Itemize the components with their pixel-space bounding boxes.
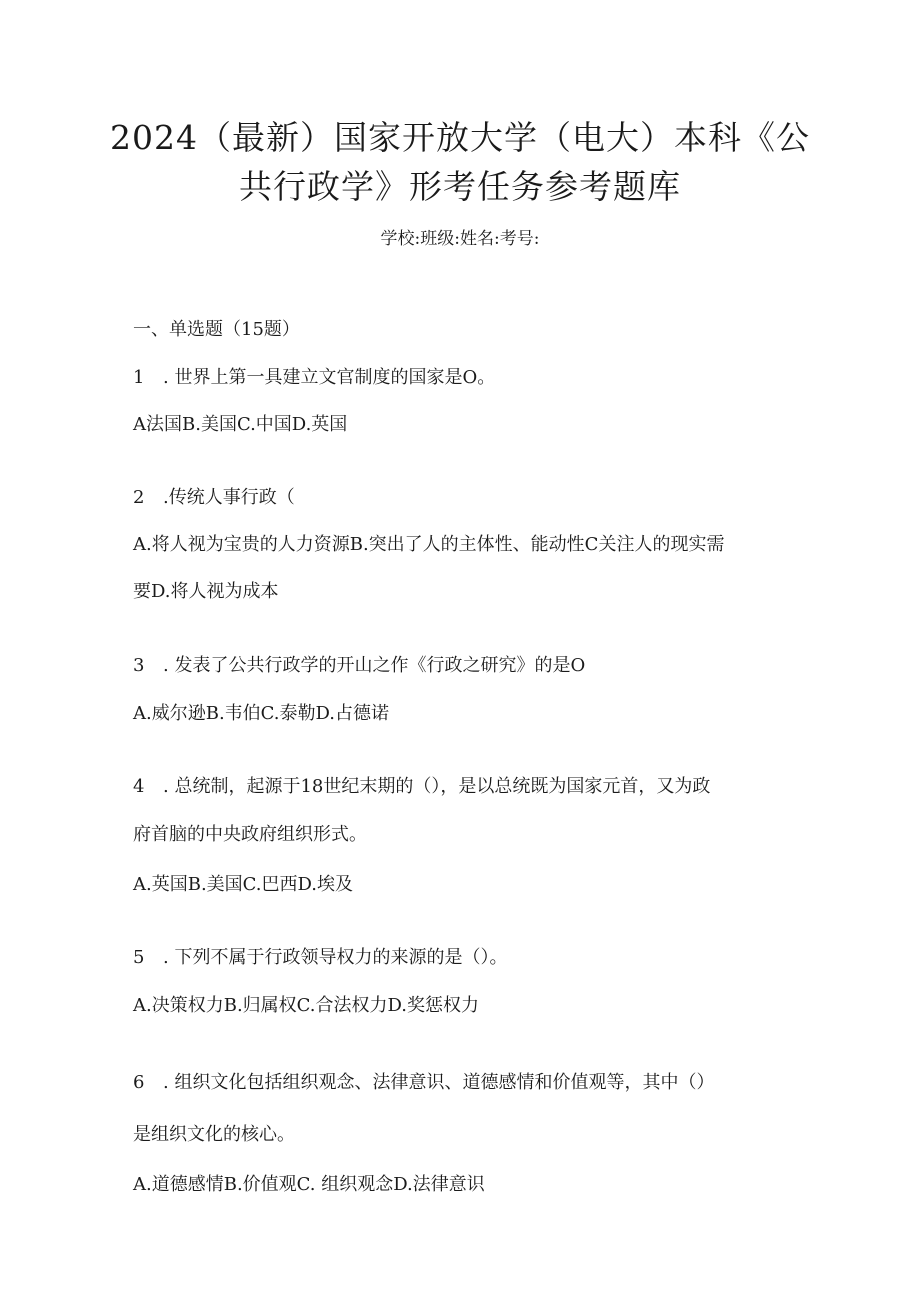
document-title-line-1: 2024（最新）国家开放大学（电大）本科《公	[110, 118, 810, 157]
question-4-stem-cont: 府首脑的中央政府组织形式。	[133, 824, 367, 845]
question-6-stem	[133, 1069, 793, 1097]
question-1-stem	[133, 364, 793, 392]
question-number: 5	[133, 947, 145, 968]
question-6-stem-cont: 是组织文化的核心。	[133, 1124, 295, 1145]
question-text: . 发表了公共行政学的开山之作《行政之研究》的是O	[163, 655, 586, 676]
question-number: 3	[133, 655, 145, 676]
question-number: 1	[133, 367, 145, 388]
question-5-options: A.决策权力B.归属权C.合法权力D.奖惩权力	[133, 995, 480, 1016]
question-text: . 下列不属于行政领导权力的来源的是（）。	[163, 947, 508, 968]
question-text: .传统人事行政（	[163, 487, 295, 508]
question-3-stem	[133, 652, 793, 680]
question-6-options: A.道德感情B.价值观C. 组织观念D.法律意识	[133, 1174, 485, 1195]
question-text: . 组织文化包括组织观念、法律意识、道德感情和价值观等，其中（）	[163, 1072, 715, 1093]
question-number: 6	[133, 1072, 145, 1093]
question-number: 4	[133, 776, 145, 797]
question-number: 2	[133, 487, 145, 508]
question-2-options: A.将人视为宝贵的人力资源B.突出了人的主体性、能动性C关注人的现实需	[133, 534, 725, 555]
question-4-stem	[133, 773, 793, 801]
question-text: . 世界上第一具建立文官制度的国家是O。	[163, 367, 496, 388]
question-1-options: A法国B.美国C.中国D.英国	[133, 414, 348, 435]
student-info-line: 学校:班级:姓名:考号:	[380, 229, 540, 249]
question-2-stem	[133, 484, 793, 512]
question-3-options: A.威尔逊B.韦伯C.泰勒D.占德诺	[133, 703, 390, 724]
document-title-line-2: 共行政学》形考任务参考题库	[239, 167, 681, 206]
question-2-options-cont: 要D.将人视为成本	[133, 581, 279, 602]
question-5-stem	[133, 944, 793, 972]
section-heading: 一、单选题（15题）	[133, 319, 300, 340]
question-text: . 总统制，起源于18世纪末期的（），是以总统既为国家元首，又为政	[163, 776, 711, 797]
question-4-options: A.英国B.美国C.巴西D.埃及	[133, 874, 354, 895]
